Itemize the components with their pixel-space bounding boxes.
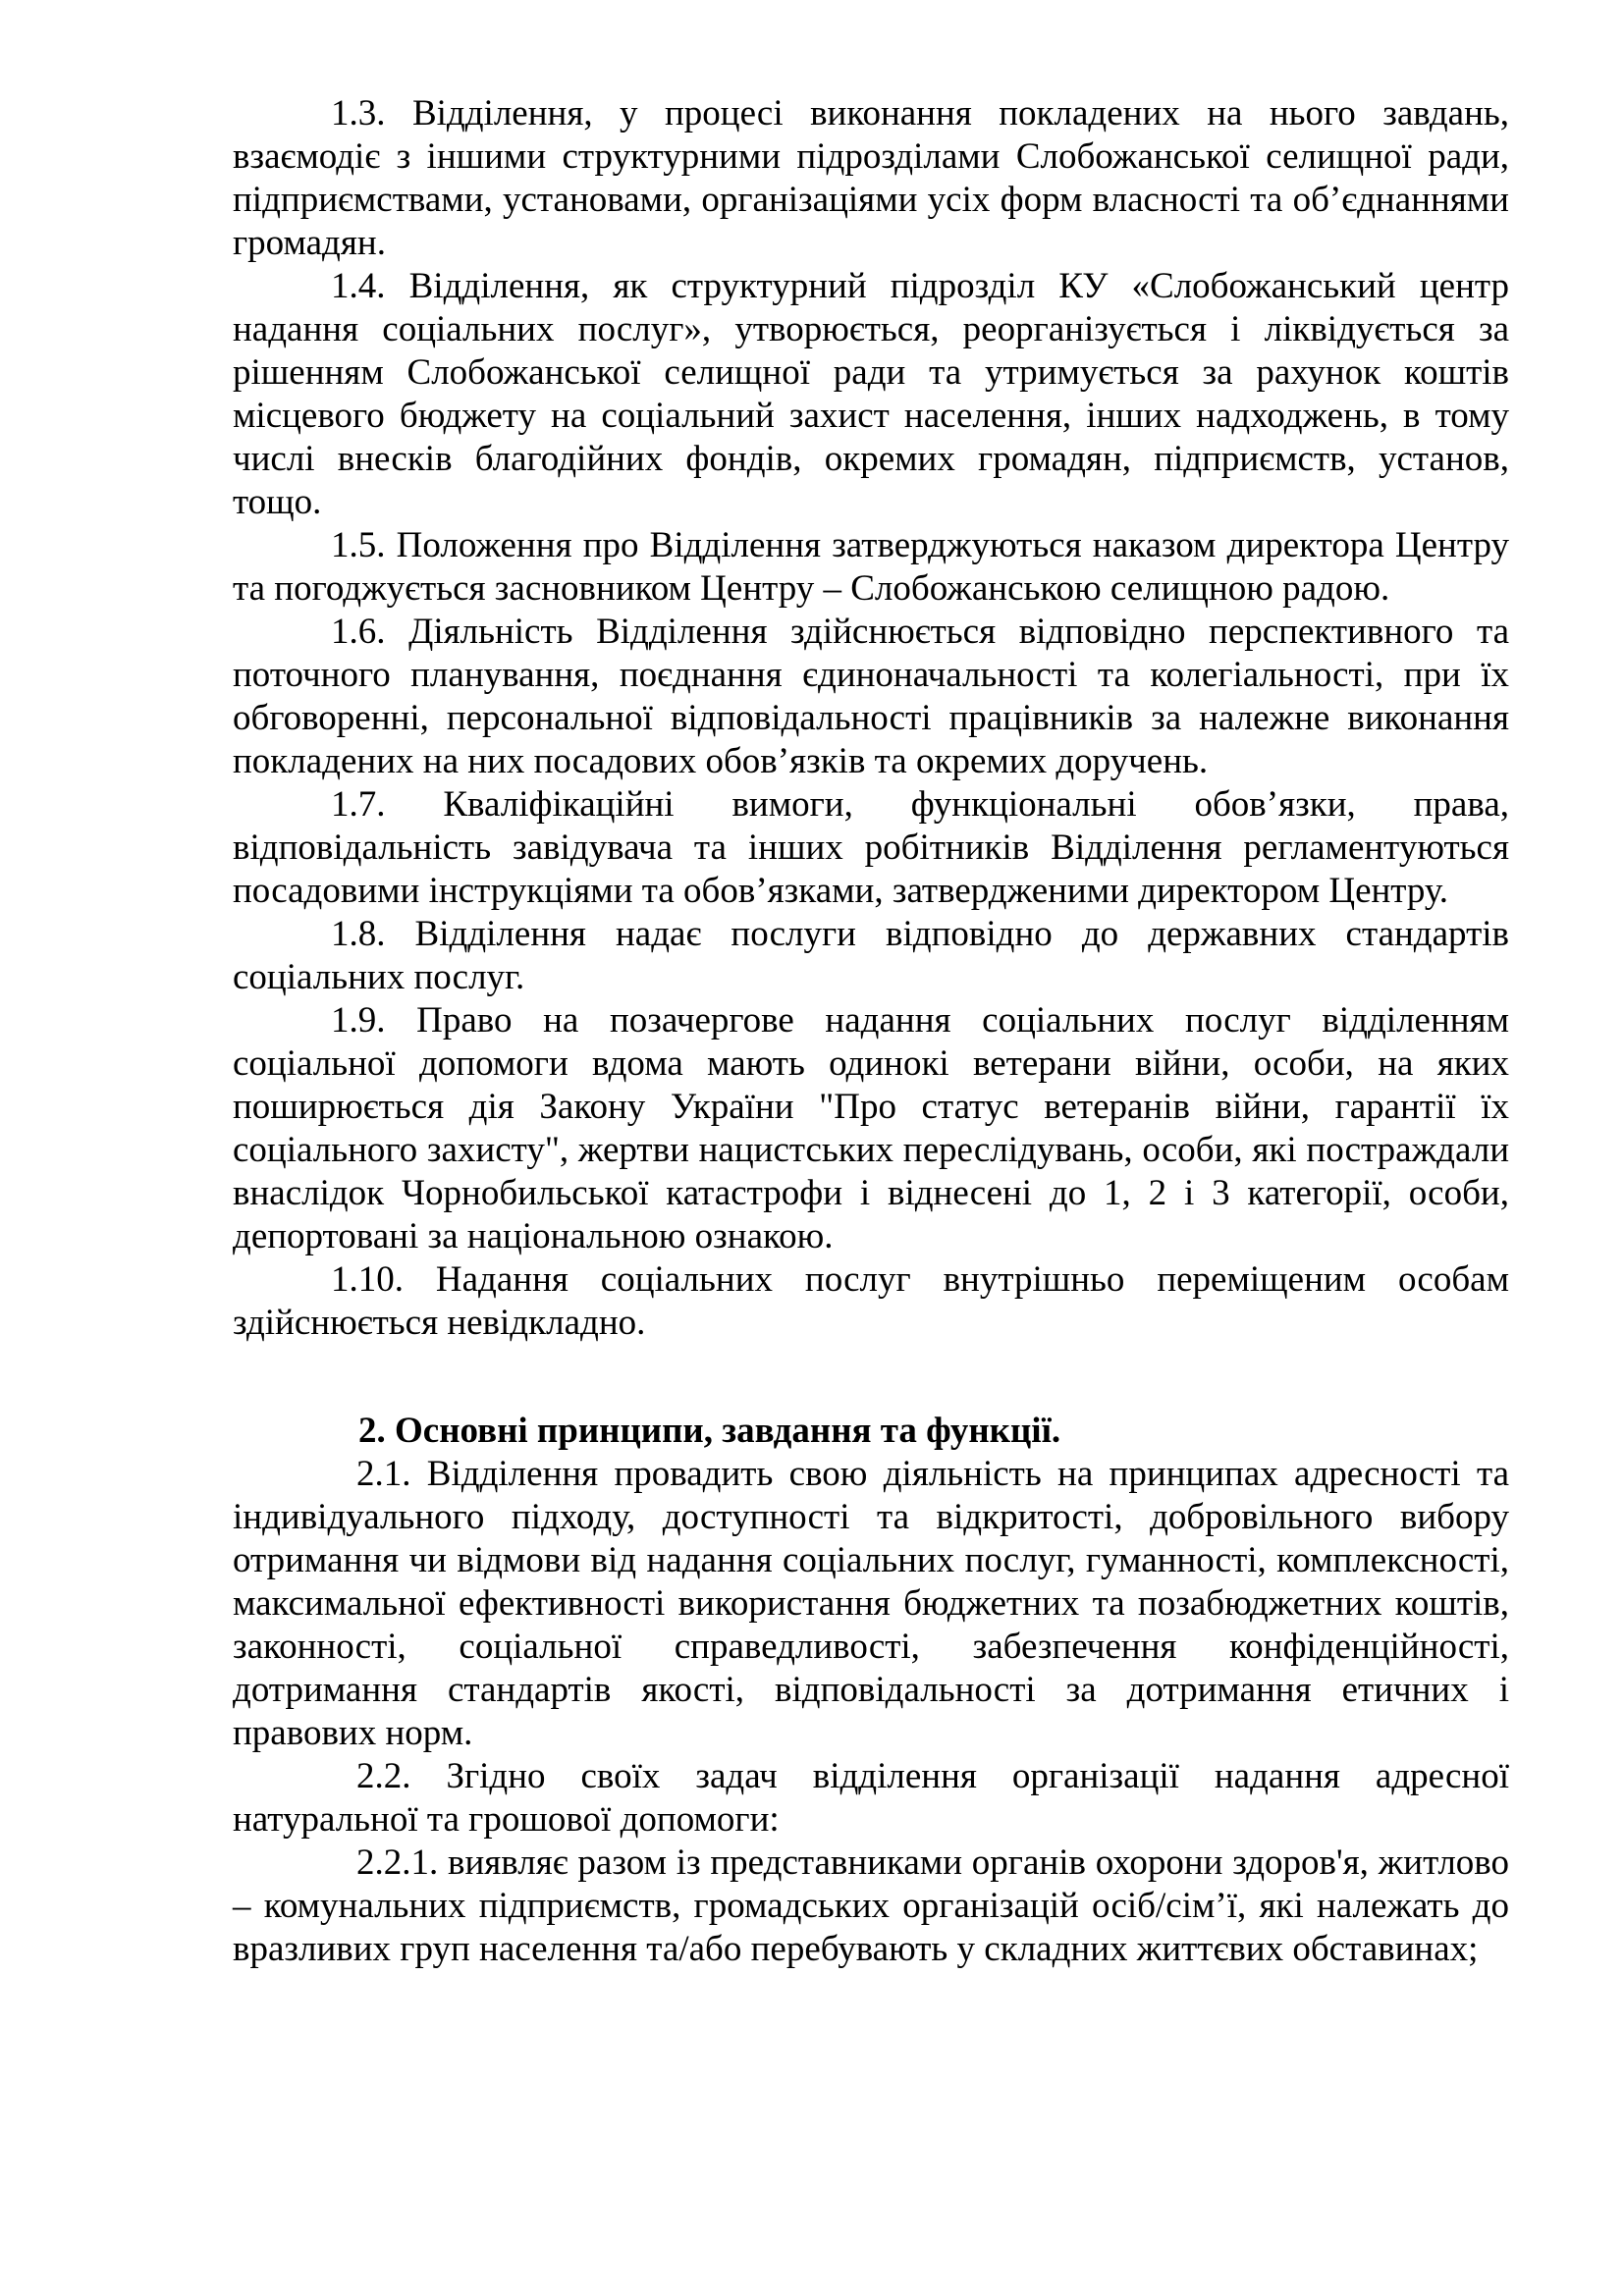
section-2-heading: 2. Основні принципи, завдання та функції. bbox=[358, 1411, 1061, 1451]
document-body bbox=[233, 92, 1509, 1971]
paragraph-1-4: 1.4. Відділення, як структурний підрозділ КУ «Слобожанський центр надання соціальних послуг», утворюється, реорганізується і ліквідується за рішенням Слобожанської селищної ради та утримується за рахунок коштів місцевого бюджету на соціальний захист населення, інших надходжень, в тому числі внесків благодійних фондів, окремих громадян, підприємств, установ, тощо. bbox=[233, 266, 1509, 522]
paragraph-2-2: 2.2. Згідно своїх задач відділення організації надання адресної натуральної та грошової допомоги: bbox=[233, 1756, 1509, 1840]
paragraph-1-10: 1.10. Надання соціальних послуг внутрішньо переміщеним особам здійснюється невідкладно. bbox=[233, 1259, 1509, 1343]
paragraph-2-2-1: 2.2.1. виявляє разом із представниками органів охорони здоров'я, житлово – комунальних підприємств, громадських організацій осіб/сім’ї, які належать до вразливих груп населення та/або перебувають у складних життєвих обставинах; bbox=[233, 1842, 1509, 1969]
paragraph-1-7: 1.7. Кваліфікаційні вимоги, функціональні обов’язки, права, відповідальність завідувача та інших робітників Відділення регламентуються посадовими інструкціями та обов’язками, затвердженими директором Центру. bbox=[233, 784, 1509, 911]
paragraph-1-8: 1.8. Відділення надає послуги відповідно до державних стандартів соціальних послуг. bbox=[233, 914, 1509, 997]
paragraph-1-5: 1.5. Положення про Відділення затверджуються наказом директора Центру та погоджується засновником Центру – Слобожанською селищною радою. bbox=[233, 525, 1509, 609]
paragraph-2-1: 2.1. Відділення провадить свою діяльність на принципах адресності та індивідуального підходу, доступності та відкритості, добровільного вибору отримання чи відмови від надання соціальних послуг, гуманності, комплексності, максимальної ефективності використання бюджетних та позабюджетних коштів, законності, соціальної справедливості, забезпечення конфіденційності, дотримання стандартів якості, відповідальності за дотримання етичних і правових норм. bbox=[233, 1454, 1509, 1753]
paragraph-1-9: 1.9. Право на позачергове надання соціальних послуг відділенням соціальної допомоги вдома мають одинокі ветерани війни, особи, на яких поширюється дія Закону України "Про статус ветеранів війни, гарантії їх соціального захисту", жертви нацистських переслідувань, особи, які постраждали внаслідок Чорнобильської катастрофи і віднесені до 1, 2 і 3 категорії, особи, депортовані за національною ознакою. bbox=[233, 1000, 1509, 1256]
paragraph-1-3: 1.3. Відділення, у процесі виконання покладених на нього завдань, взаємодіє з іншими структурними підрозділами Слобожанської селищної ради, підприємствами, установами, організаціями усіх форм власності та об’єднаннями громадян. bbox=[233, 93, 1509, 263]
paragraph-1-6: 1.6. Діяльність Відділення здійснюється відповідно перспективного та поточного планування, поєднання єдиноначальності та колегіальності, при їх обговоренні, персональної відповідальності працівників за належне виконання покладених на них посадових обов’язків та окремих доручень. bbox=[233, 612, 1509, 781]
